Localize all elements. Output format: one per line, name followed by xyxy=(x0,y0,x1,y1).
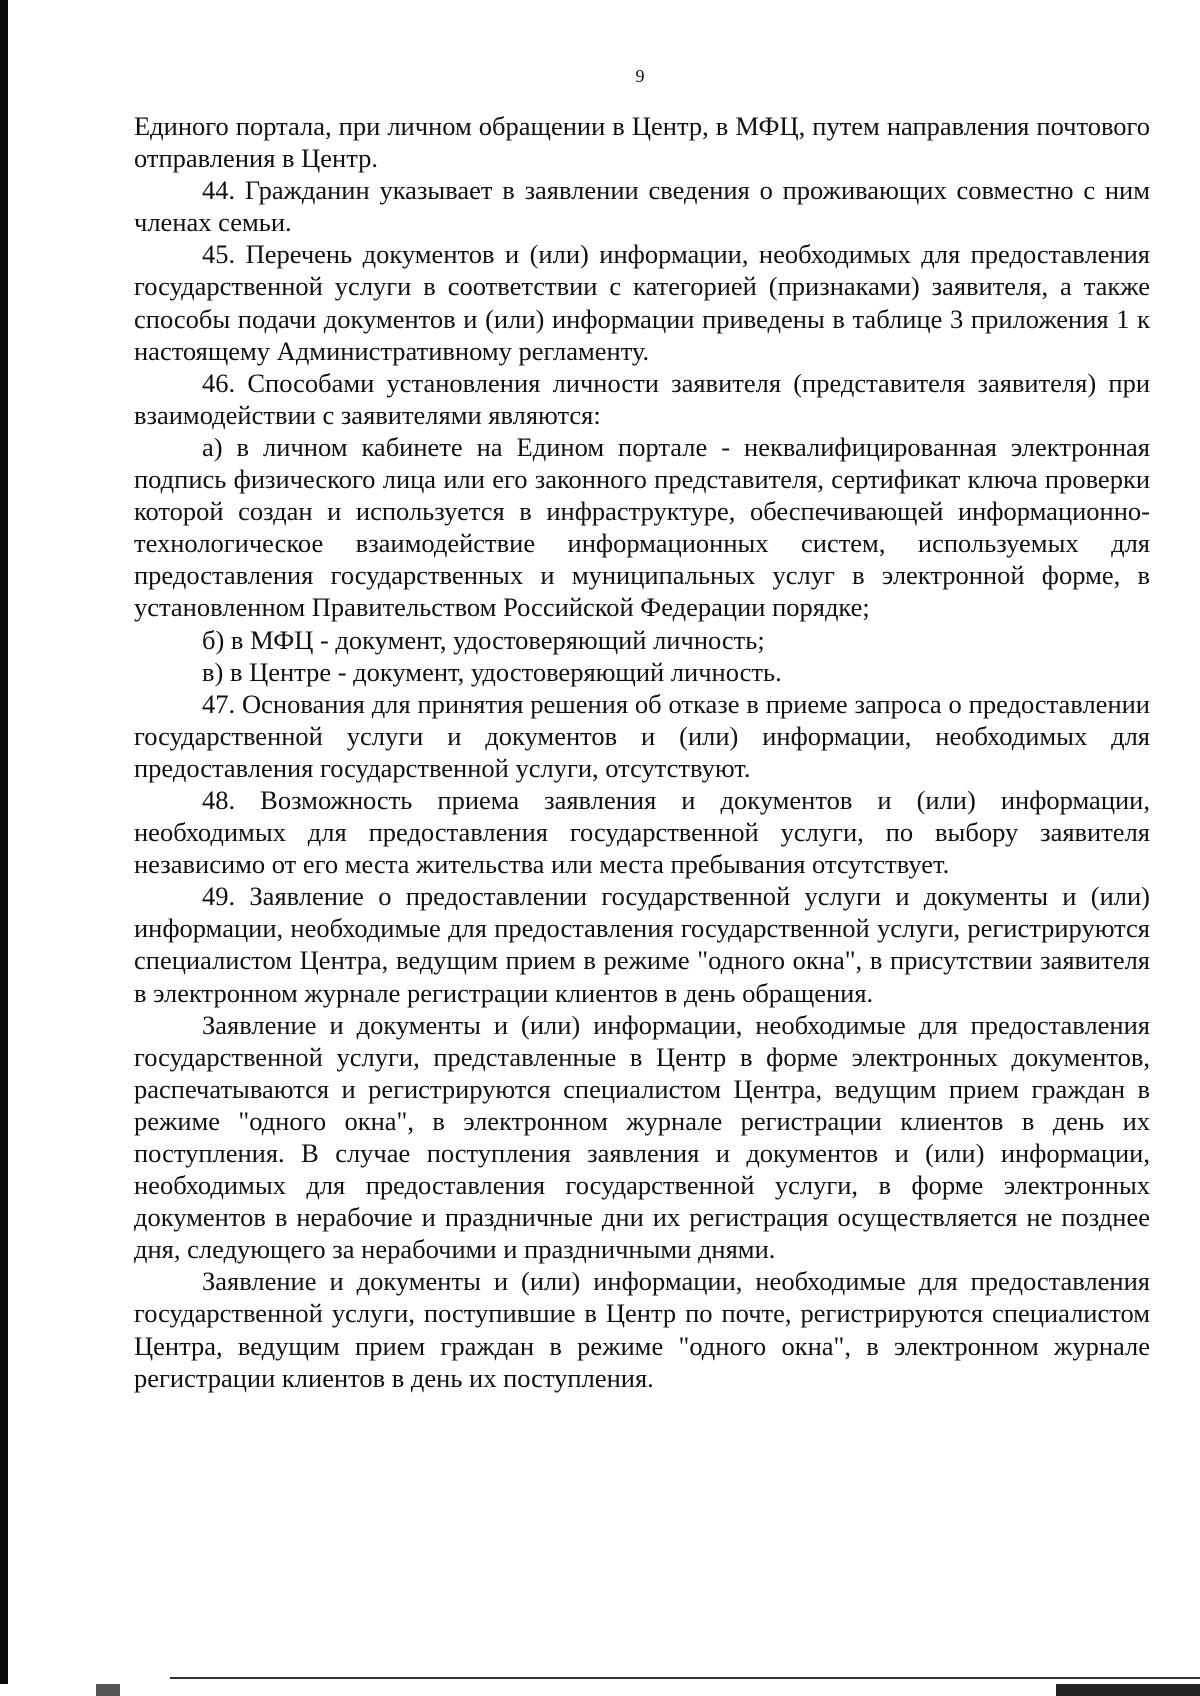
paragraph-49: 49. Заявление о предоставлении государственной услуги и документы и (или) информации, необходимые для предоставления государственной услуги, регистрируются специалистом Центра, ведущим прием в режиме "одного окна", в присутствии заявителя в электронном журнале регистрации клиентов в день обращения. xyxy=(134,881,1150,1008)
paragraph-continuation: Единого портала, при личном обращении в Центр, в МФЦ, путем направления почтового отправления в Центр. xyxy=(134,111,1150,174)
paragraph-45: 45. Перечень документов и (или) информации, необходимых для предоставления государственной услуги в соответствии с категорией (признаками) заявителя, а также способы подачи документов и (или) информации приведены в таблице 3 приложения 1 к настоящему Административному регламенту. xyxy=(134,239,1150,366)
scan-left-edge xyxy=(0,0,8,1696)
document-body xyxy=(134,110,1150,1394)
scan-bottom-edge xyxy=(0,1684,1200,1696)
paragraph-46-b: б) в МФЦ - документ, удостоверяющий личность; xyxy=(202,624,765,655)
paragraph-49-postal: Заявление и документы и (или) информации, необходимые для предоставления государственной услуги, поступившие в Центр по почте, регистрируются специалистом Центра, ведущим прием граждан в режиме "одного окна", в электронном журнале регистрации клиентов в день их поступления. xyxy=(134,1266,1150,1393)
page-number: 9 xyxy=(635,66,645,86)
paragraph-49-electronic: Заявление и документы и (или) информации, необходимые для предоставления государственной услуги, представленные в Центр в форме электронных документов, распечатываются и регистрируются специалистом Центра, ведущим прием граждан в режиме "одного окна", в электронном журнале регистрации клиентов в день их поступления. В случае поступления заявления и документов и (или) информации, необходимых для предоставления государственной услуги, в форме электронных документов в нерабочие и праздничные дни их регистрация осуществляется не позднее дня, следующего за нерабочими и праздничными днями. xyxy=(134,1009,1150,1265)
footer-rule xyxy=(170,1677,1200,1679)
paragraph-46: 46. Способами установления личности заявителя (представителя заявителя) при взаимодействии с заявителями являются: xyxy=(134,367,1150,430)
paragraph-44: 44. Гражданин указывает в заявлении сведения о проживающих совместно с ним членах семьи. xyxy=(134,175,1150,238)
paragraph-46-a: а) в личном кабинете на Едином портале - неквалифицированная электронная подпись физического лица или его законного представителя, сертификат ключа проверки которой создан и используется в инфраструктуре, обеспечивающей информационно-технологическое взаимодействие информационных систем, используемых для предоставления государственных и муниципальных услуг в электронной форме, в установленном Правительством Российской Федерации порядке; xyxy=(134,431,1150,623)
paragraph-47: 47. Основания для принятия решения об отказе в приеме запроса о предоставлении государственной услуги и документов и (или) информации, необходимых для предоставления государственной услуги, отсутствуют. xyxy=(134,688,1150,783)
paragraph-48: 48. Возможность приема заявления и документов и (или) информации, необходимых для предоставления государственной услуги, по выбору заявителя независимо от его места жительства или места пребывания отсутствует. xyxy=(134,784,1150,880)
paragraph-46-v: в) в Центре - документ, удостоверяющий личность. xyxy=(202,656,782,687)
